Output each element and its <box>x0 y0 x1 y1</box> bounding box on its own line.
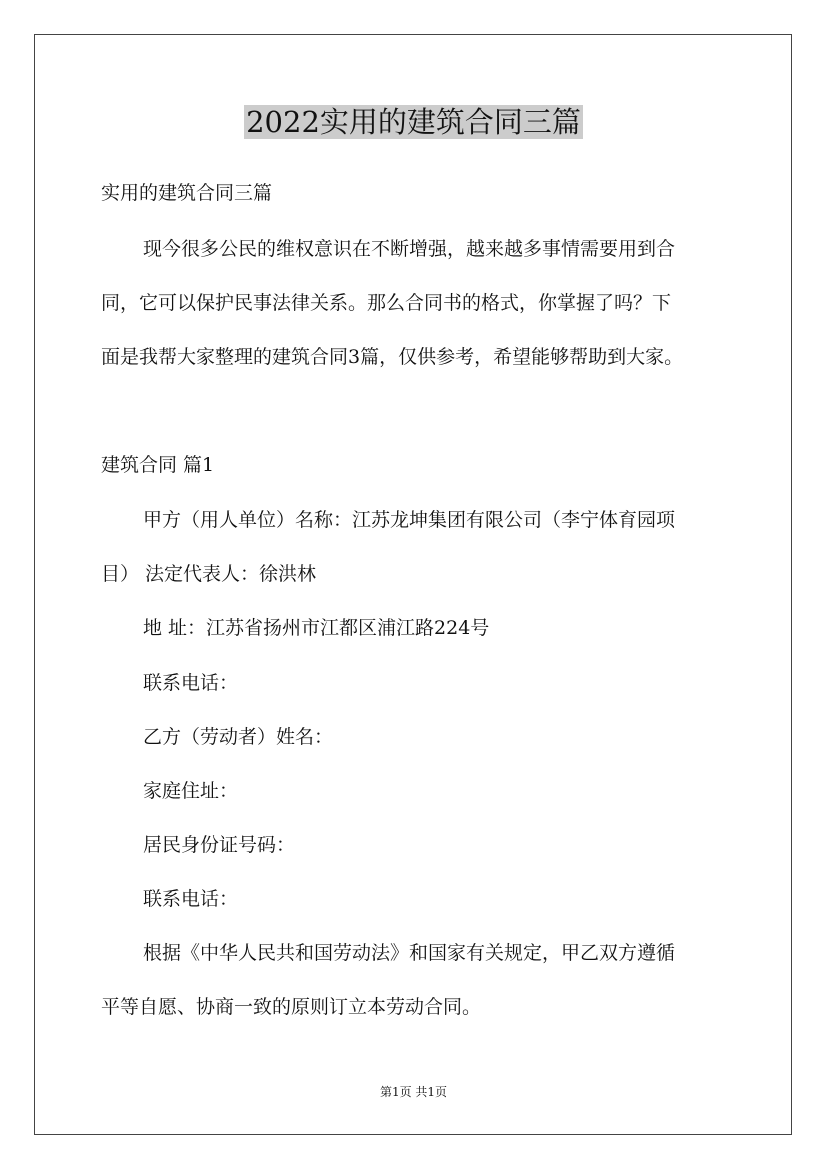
intro-line-3: 面是我帮大家整理的建筑合同3篇，仅供参考，希望能够帮助到大家。 <box>101 346 684 368</box>
document-subtitle: 实用的建筑合同三篇 <box>101 182 273 204</box>
party-b-name-line: 乙方（劳动者）姓名： <box>143 726 334 748</box>
party-a-line-1: 甲方（用人单位）名称：江苏龙坤集团有限公司（李宁体育园项 <box>143 509 676 531</box>
intro-line-2: 同，它可以保护民事法律关系。那么合同书的格式，你掌握了吗？下 <box>101 292 672 314</box>
party-a-line-2: 目） 法定代表人：徐洪林 <box>101 563 317 585</box>
phone-a-line: 联系电话： <box>143 672 239 694</box>
intro-line-1: 现今很多公民的维权意识在不断增强，越来越多事情需要用到合 <box>143 238 676 260</box>
id-number-line: 居民身份证号码： <box>143 834 296 856</box>
phone-b-line: 联系电话： <box>143 888 239 910</box>
page-footer: 第1页 共1页 <box>379 1085 448 1099</box>
address-line: 地 址：江苏省扬州市江都区浦江路224号 <box>143 617 490 639</box>
basis-line-2: 平等自愿、协商一致的原则订立本劳动合同。 <box>101 996 482 1018</box>
document-title: 2022实用的建筑合同三篇 <box>246 105 581 139</box>
basis-line-1: 根据《中华人民共和国劳动法》和国家有关规定，甲乙双方遵循 <box>143 942 676 964</box>
section-heading: 建筑合同 篇1 <box>101 454 215 476</box>
home-address-line: 家庭住址： <box>143 780 239 802</box>
